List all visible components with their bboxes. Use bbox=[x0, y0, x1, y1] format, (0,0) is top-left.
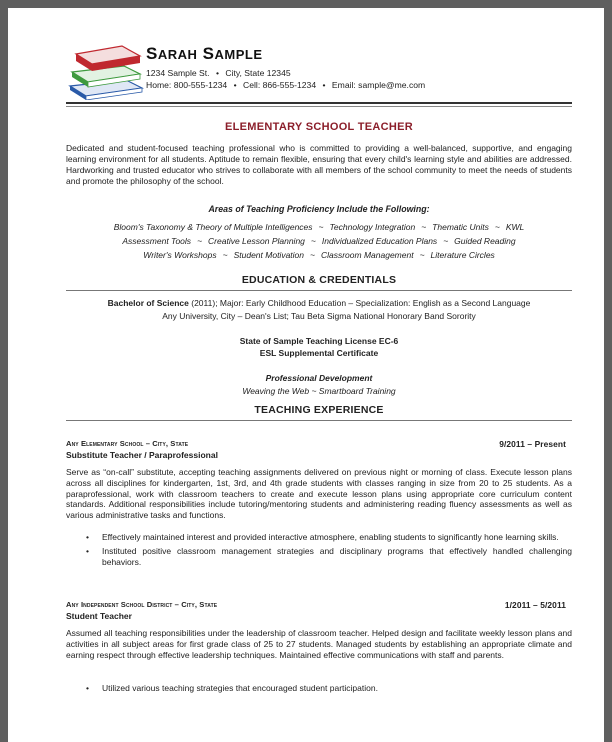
education-rule bbox=[66, 290, 572, 291]
address-city: City, State 12345 bbox=[225, 68, 291, 78]
bullet-separator: • bbox=[322, 80, 326, 90]
contact-line bbox=[146, 80, 425, 90]
certificate-line: ESL Supplemental Certificate bbox=[259, 348, 379, 358]
header-rule-thin bbox=[66, 106, 572, 107]
document-frame bbox=[8, 8, 604, 742]
header-rule-thick bbox=[66, 102, 572, 104]
list-item: • Utilized various teaching strategies that encouraged student participation. bbox=[86, 683, 378, 693]
degree-line: Bachelor of Science (2011); Major: Early Childhood Education – Specialization: English as a Second Language bbox=[107, 298, 531, 308]
license-line: State of Sample Teaching License EC-6 bbox=[239, 336, 399, 346]
experience-heading: TEACHING EXPERIENCE bbox=[254, 404, 384, 416]
job-header bbox=[66, 600, 572, 609]
job-dates: 9/2011 – Present bbox=[499, 439, 566, 449]
pd-items: Weaving the Web ~ Smartboard Training bbox=[242, 386, 396, 396]
school-line: Any University, City – Dean's List; Tau Beta Sigma National Honorary Band Sorority bbox=[162, 311, 476, 321]
cell-phone: Cell: 866-555-1234 bbox=[243, 80, 317, 90]
job-description: Assumed all teaching responsibilities under the leadership of classroom teacher. Helped design and facilitate weekly lesson plans and activities in all subject areas for first grade class of 25 to 27 students. Managed students by establishing an appropriate climate and earning respect through effective leadership techniques. Maintained effective communications with staff and parents. bbox=[66, 628, 572, 660]
job-bullets bbox=[84, 532, 572, 570]
home-phone: Home: 800-555-1234 bbox=[146, 80, 228, 90]
job-employer: Any Independent School District – City, State bbox=[66, 600, 218, 609]
address-line bbox=[146, 68, 291, 78]
bullet-separator: • bbox=[233, 80, 237, 90]
areas-list bbox=[66, 220, 572, 262]
candidate-name: SARAH SAMPLE bbox=[146, 44, 263, 63]
areas-row: Writer's Workshops ~ Student Motivation ~ Classroom Management ~ Literature Circles bbox=[143, 250, 495, 260]
address-street: 1234 Sample St. bbox=[146, 68, 210, 78]
areas-title: Areas of Teaching Proficiency Include the Following: bbox=[208, 204, 430, 214]
bullet-separator: • bbox=[215, 68, 219, 78]
job-dates: 1/2011 – 5/2011 bbox=[504, 600, 566, 610]
target-job-title: ELEMENTARY SCHOOL TEACHER bbox=[225, 121, 413, 133]
pd-title: Professional Development bbox=[265, 373, 373, 383]
list-item: • Effectively maintained interest and provided interactive atmosphere, enabling students to significantly hone learning skills. bbox=[86, 532, 559, 542]
areas-row: Bloom's Taxonomy & Theory of Multiple Intelligences ~ Technology Integration ~ Thematic Units ~ KWL bbox=[113, 222, 525, 232]
list-item: • Instituted positive classroom management strategies and disciplinary programs that effectively handled challenging behaviors. bbox=[86, 545, 572, 567]
professional-summary: Dedicated and student-focused teaching professional who is committed to providing a well-balanced, supportive, and engaging learning environment for all students. Aptitude to remain flexible, ensuring that every child's learning style and abilities are addressed. Hardworking and trusted educator who strives to collaborate with all members of the school community to meet the needs of students and promote the philosophy of the school. bbox=[66, 143, 572, 186]
experience-rule bbox=[66, 420, 572, 421]
books-logo-icon bbox=[66, 42, 144, 100]
resume-page bbox=[66, 8, 572, 742]
job-bullets bbox=[84, 683, 572, 697]
job-header bbox=[66, 439, 572, 448]
job-role: Substitute Teacher / Paraprofessional bbox=[66, 450, 218, 460]
areas-row: Assessment Tools ~ Creative Lesson Planning ~ Individualized Education Plans ~ Guided Reading bbox=[122, 236, 516, 246]
job-role: Student Teacher bbox=[66, 611, 132, 621]
job-employer: Any Elementary School – City, State bbox=[66, 439, 189, 448]
education-heading: EDUCATION & CREDENTIALS bbox=[241, 274, 397, 286]
email-address: Email: sample@me.com bbox=[331, 80, 426, 90]
job-description: Serve as “on-call” substitute, accepting teaching assignments delivered on previous night or morning of class. Execute lesson plans across all disciplines for kindergarten, 1st, 3rd, and 4th grade students with classes ranging in size from 20 to 25 students. As a paraprofessional, work with classroom teachers to create and execute lesson plans using appropriate core curriculum content standards. Additional responsibilities include tutoring/mentoring students and administering reading fluency assessments as well as various administrative tasks and functions. bbox=[66, 467, 572, 521]
